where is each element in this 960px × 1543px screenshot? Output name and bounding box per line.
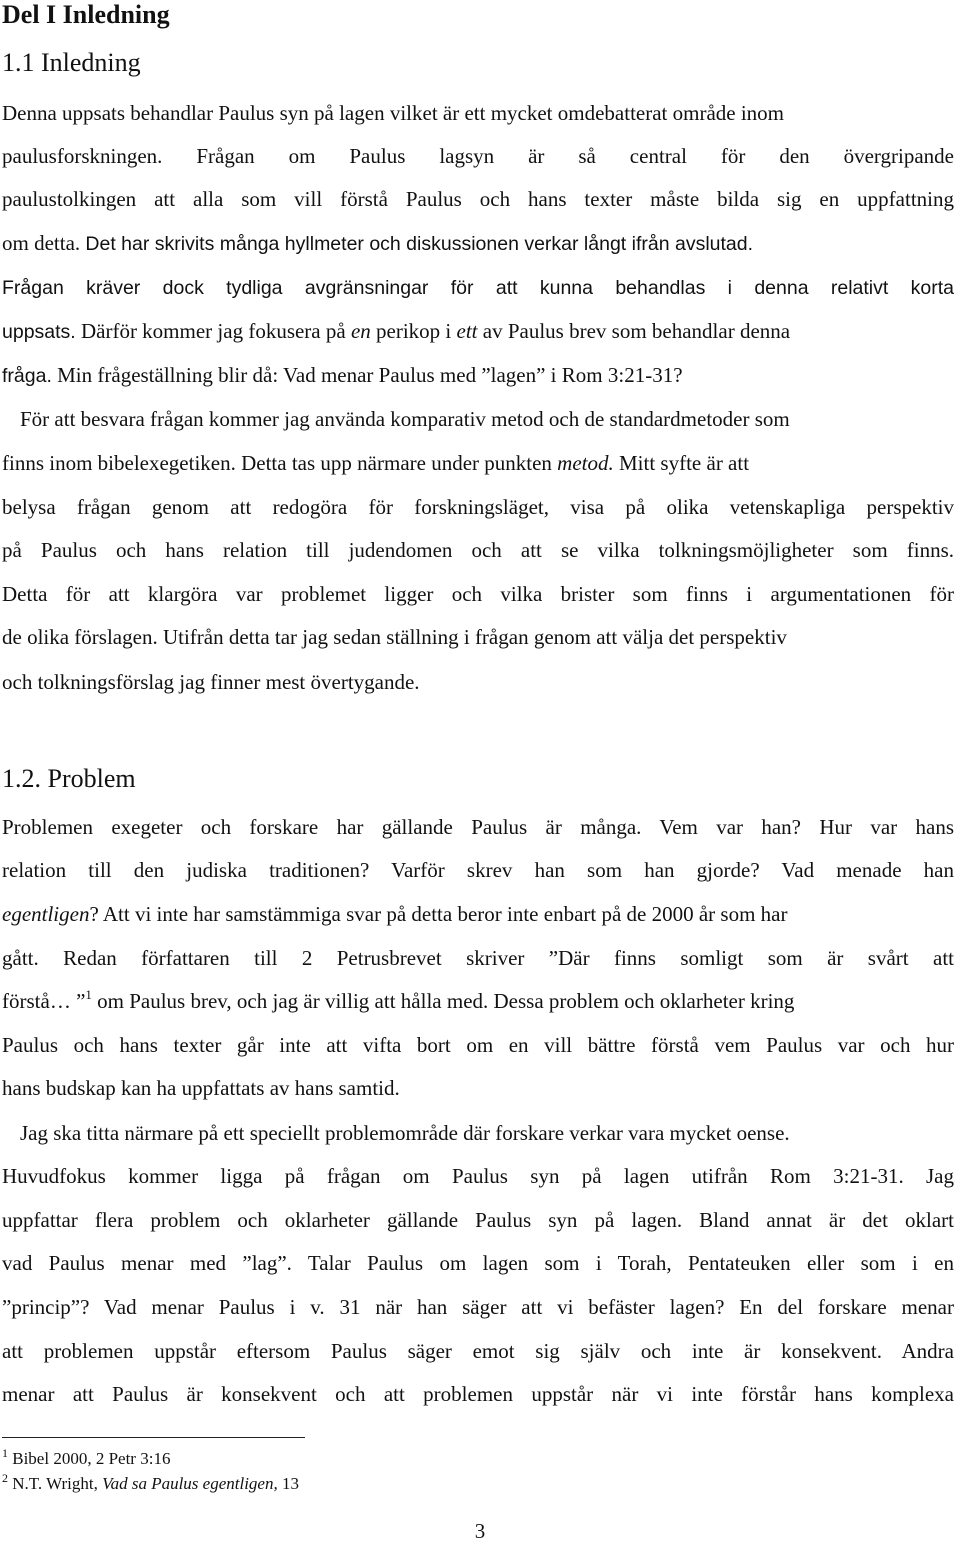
text-line: vad Paulus menar med ”lag”. Talar Paulus om lagen som i Torah, Pentateuken eller som i en (2, 1251, 954, 1275)
footnote-marker[interactable]: 1 (85, 987, 92, 1002)
text-line: paulusforskningen. Frågan om Paulus lagsyn är så central för den övergripande (2, 144, 954, 168)
text-line: och tolkningsförslag jag finner mest övertygande. (2, 670, 420, 694)
text-line: att problemen uppstår eftersom Paulus säger emot sig själv och inte är konsekvent. Andra (2, 1339, 954, 1363)
text-line: uppfattar flera problem och oklarheter gällande Paulus syn på lagen. Bland annat är det oklart (2, 1208, 954, 1232)
text-run: perikop i (376, 319, 452, 343)
text-run: Det har skrivits många hyllmeter och diskussionen verkar långt ifrån avslutad. (85, 233, 754, 255)
text-line: hans budskap kan ha uppfattats av hans samtid. (2, 1076, 400, 1100)
text-run: om Paulus brev, och jag är villig att hålla med. (97, 989, 489, 1013)
text-line: Paulus och hans texter går inte att vifta bort om en vill bättre förstå vem Paulus var och hur (2, 1033, 954, 1057)
text-run: Min frågeställning blir då: Vad menar Paulus med ”lagen” i Rom 3:21-31? (57, 363, 683, 387)
text-run: uppsats. (2, 321, 76, 343)
text-line: paulustolkingen att alla som vill förstå Paulus och hans texter måste bilda sig en uppfattning (2, 187, 954, 211)
text-line (2, 624, 954, 650)
text-line (2, 318, 954, 344)
text-line (2, 988, 954, 1014)
footnote-number: 2 (2, 1471, 8, 1485)
text-line: på Paulus och hans relation till judendomen och att se vilka tolkningsmöjligheter som finns. (2, 538, 954, 562)
text-line: Frågan kräver dock tydliga avgränsningar för att kunna behandlas i denna relativt korta (2, 277, 954, 299)
text-line (2, 230, 954, 256)
text-run: ? Att vi inte har samstämmiga svar på detta beror inte enbart på de 2000 år som har (89, 902, 788, 926)
text-line (2, 362, 954, 388)
text-line: Detta för att klargöra var problemet ligger och vilka brister som finns i argumentationen för (2, 582, 954, 606)
text-run: de olika förslagen. (2, 625, 158, 649)
text-line (2, 450, 954, 476)
text-line: Problemen exegeter och forskare har gällande Paulus är många. Vem var han? Hur var hans (2, 815, 954, 839)
page-number: 3 (474, 1519, 486, 1543)
section-heading-inledning: 1.1 Inledning (2, 48, 141, 77)
footnote-1 (2, 1446, 171, 1469)
text-line: För att besvara frågan kommer jag använda komparativ metod och de standardmetoder som (20, 407, 790, 431)
emphasis: en (350, 319, 371, 343)
text-run: Därför kommer jag fokusera på (80, 319, 346, 343)
text-run: av Paulus brev som behandlar denna (482, 319, 791, 343)
text-line (2, 901, 954, 927)
text-line: Jag ska titta närmare på ett speciellt problemområde där forskare verkar vara mycket oense. (20, 1121, 790, 1145)
emphasis: ett (456, 319, 478, 343)
text-line: Denna uppsats behandlar Paulus syn på lagen vilket är ett mycket omdebatterat område inom (2, 101, 785, 125)
text-run: fråga. (2, 365, 52, 387)
footnote-title: Vad sa Paulus egentligen, (102, 1474, 278, 1493)
footnote-text: N.T. Wright, (12, 1474, 98, 1493)
text-run: Utifrån detta tar jag sedan ställning i frågan genom att välja det perspektiv (162, 625, 787, 649)
footnote-page: 13 (281, 1474, 299, 1493)
emphasis: metod. (557, 451, 614, 475)
footnote-2 (2, 1471, 299, 1494)
text-line: ”princip”? Vad menar Paulus i v. 31 när han säger att vi befäster lagen? En del forskare menar (2, 1295, 954, 1319)
text-run: Dessa problem och oklarheter kring (493, 989, 795, 1013)
text-line: menar att Paulus är konsekvent och att problemen uppstår när vi inte förstår hans komplexa (2, 1382, 954, 1406)
text-run: om detta. (2, 231, 81, 255)
text-line: belysa frågan genom att redogöra för forskningsläget, visa på olika vetenskapliga perspektiv (2, 495, 954, 519)
footnote-text: Bibel 2000, 2 Petr 3:16 (12, 1449, 171, 1468)
footnote-number: 1 (2, 1446, 8, 1460)
part-heading: Del I Inledning (2, 0, 170, 29)
text-run: Mitt syfte är att (619, 451, 750, 475)
text-line: gått. Redan författaren till 2 Petrusbrevet skriver ”Där finns somligt som är svårt att (2, 946, 954, 970)
text-run: finns inom bibelexegetiken. Detta tas upp närmare under punkten (2, 451, 552, 475)
footnote-separator (2, 1437, 305, 1438)
emphasis: egentligen (2, 902, 90, 926)
section-heading-problem: 1.2. Problem (2, 764, 136, 793)
text-run: förstå… ” (2, 989, 86, 1013)
text-line: Huvudfokus kommer ligga på frågan om Paulus syn på lagen utifrån Rom 3:21-31. Jag (2, 1164, 954, 1188)
text-line: relation till den judiska traditionen? Varför skrev han som han gjorde? Vad menade han (2, 858, 954, 882)
